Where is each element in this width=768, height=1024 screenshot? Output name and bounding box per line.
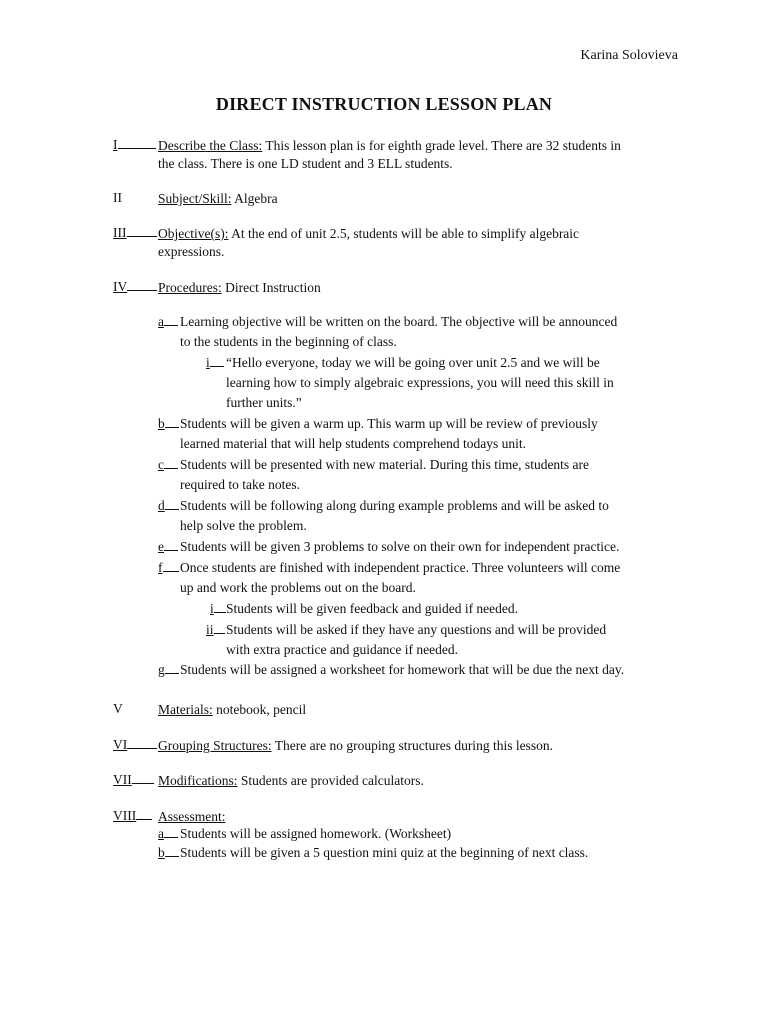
section-number-iv: IV bbox=[113, 279, 157, 295]
list-item: Students will be given a 5 question mini quiz at the beginning of next class. bbox=[180, 845, 589, 860]
list-numeral-i: i bbox=[210, 601, 226, 617]
list-item: Learning objective will be written on the board. The objective will be announced to the students in the beginning of class. bbox=[180, 314, 618, 349]
section-number-v: V bbox=[113, 701, 123, 716]
author-name: Karina Solovieva bbox=[580, 48, 678, 63]
section-objectives: Objective(s): At the end of unit 2.5, students will be able to simplify algebraic expressions. bbox=[158, 226, 580, 259]
section-label: Subject/Skill: bbox=[158, 191, 232, 206]
section-describe-class: Describe the Class: This lesson plan is for eighth grade level. There are 32 students in the class. There is one LD student and 3 ELL students. bbox=[158, 138, 621, 171]
document-title: DIRECT INSTRUCTION LESSON PLAN bbox=[215, 94, 553, 114]
list-item: Once students are finished with independent practice. Three volunteers will come up and work the problems out on the board. bbox=[180, 560, 621, 595]
list-letter-e: e bbox=[158, 539, 178, 555]
list-item: Students will be given 3 problems to solve on their own for independent practice. bbox=[180, 539, 620, 554]
section-number-vii: VII bbox=[113, 772, 154, 788]
section-number-i: I bbox=[113, 137, 156, 153]
list-letter-c: c bbox=[158, 457, 178, 473]
section-label: Modifications: bbox=[158, 773, 238, 788]
list-item: “Hello everyone, today we will be going over unit 2.5 and we will be learning how to simply algebraic expressions, you will need this skill in further units.” bbox=[226, 355, 614, 410]
section-grouping-structures: Grouping Structures: There are no grouping structures during this lesson. bbox=[158, 738, 553, 753]
list-item: Students will be asked if they have any questions and will be provided with extra practice and guidance if needed. bbox=[226, 622, 607, 657]
section-label: Assessment: bbox=[158, 809, 226, 824]
list-letter-b: b bbox=[158, 416, 179, 432]
section-materials: Materials: notebook, pencil bbox=[158, 702, 307, 717]
section-number-vi: VI bbox=[113, 737, 157, 753]
list-item: Students will be following along during example problems and will be asked to help solve the problem. bbox=[180, 498, 609, 533]
section-number-ii: II bbox=[113, 190, 122, 205]
section-number-viii: VIII bbox=[113, 808, 152, 824]
list-item: Students will be given a warm up. This warm up will be review of previously learned material that will help students comprehend todays unit. bbox=[180, 416, 598, 451]
list-item: Students will be given feedback and guided if needed. bbox=[226, 601, 519, 616]
list-letter-g: g bbox=[158, 662, 179, 678]
section-label: Objective(s): bbox=[158, 226, 229, 241]
list-letter-b: b bbox=[158, 845, 179, 861]
section-label: Describe the Class: bbox=[158, 138, 263, 153]
list-item: Students will be assigned a worksheet for homework that will be due the next day. bbox=[180, 662, 625, 677]
section-procedures: Procedures: Direct Instruction bbox=[158, 280, 321, 295]
section-label: Grouping Structures: bbox=[158, 738, 272, 753]
list-letter-a: a bbox=[158, 826, 178, 842]
list-numeral-i: i bbox=[206, 355, 224, 371]
section-subject-skill: Subject/Skill: Algebra bbox=[158, 191, 278, 206]
section-label: Materials: bbox=[158, 702, 213, 717]
list-letter-a: a bbox=[158, 314, 178, 330]
section-number-iii: III bbox=[113, 225, 157, 241]
list-letter-d: d bbox=[158, 498, 179, 514]
list-letter-f: f bbox=[158, 560, 179, 576]
list-numeral-ii: ii bbox=[206, 622, 225, 638]
list-item: Students will be assigned homework. (Worksheet) bbox=[180, 826, 452, 841]
section-label: Procedures: bbox=[158, 280, 222, 295]
list-item: Students will be presented with new material. During this time, students are required to take notes. bbox=[180, 457, 590, 492]
section-modifications: Modifications: Students are provided calculators. bbox=[158, 773, 424, 788]
